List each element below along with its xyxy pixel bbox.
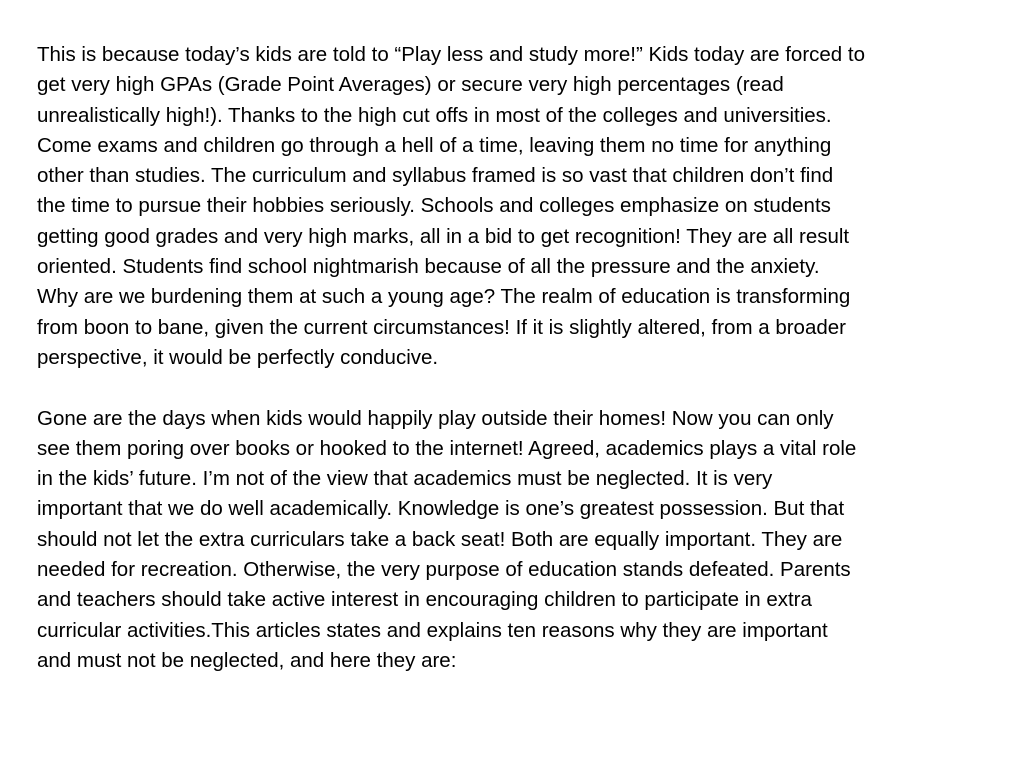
paragraph-1 <box>37 40 994 373</box>
paragraph-gap <box>37 373 994 403</box>
text-line: perspective, it would be perfectly conducive. <box>37 345 439 369</box>
text-line: and teachers should take active interest in encouraging children to participate in extra <box>37 588 812 612</box>
text-line: should not let the extra curriculars take a back seat! Both are equally important. They are <box>37 527 843 551</box>
paragraph-2 <box>37 404 994 677</box>
text-line: needed for recreation. Otherwise, the very purpose of education stands defeated. Parents <box>37 558 851 582</box>
text-line: Why are we burdening them at such a young age? The realm of education is transforming <box>37 285 851 309</box>
text-line: in the kids’ future. I’m not of the view that academics must be neglected. It is very <box>37 467 773 491</box>
text-line: and must not be neglected, and here they are: <box>37 648 457 672</box>
text-line: other than studies. The curriculum and syllabus framed is so vast that children don’t find <box>37 164 834 188</box>
text-line: getting good grades and very high marks, all in a bid to get recognition! They are all result <box>37 224 850 248</box>
document-body <box>37 40 994 676</box>
text-line: unrealistically high!). Thanks to the high cut offs in most of the colleges and universities. <box>37 103 832 127</box>
text-line: oriented. Students find school nightmarish because of all the pressure and the anxiety. <box>37 255 820 279</box>
text-line: the time to pursue their hobbies seriously. Schools and colleges emphasize on students <box>37 194 831 218</box>
text-line: Come exams and children go through a hell of a time, leaving them no time for anything <box>37 133 832 157</box>
text-line: see them poring over books or hooked to the internet! Agreed, academics plays a vital role <box>37 436 857 460</box>
text-line: This is because today’s kids are told to “Play less and study more!” Kids today are forced to <box>37 43 865 66</box>
text-line: Gone are the days when kids would happily play outside their homes! Now you can only <box>37 406 834 430</box>
text-line: get very high GPAs (Grade Point Averages) or secure very high percentages (read <box>37 73 784 97</box>
text-line: from boon to bane, given the current circumstances! If it is slightly altered, from a broader <box>37 315 846 339</box>
text-line: curricular activities.This articles states and explains ten reasons why they are important <box>37 618 828 642</box>
text-line: important that we do well academically. Knowledge is one’s greatest possession. But that <box>37 497 845 521</box>
